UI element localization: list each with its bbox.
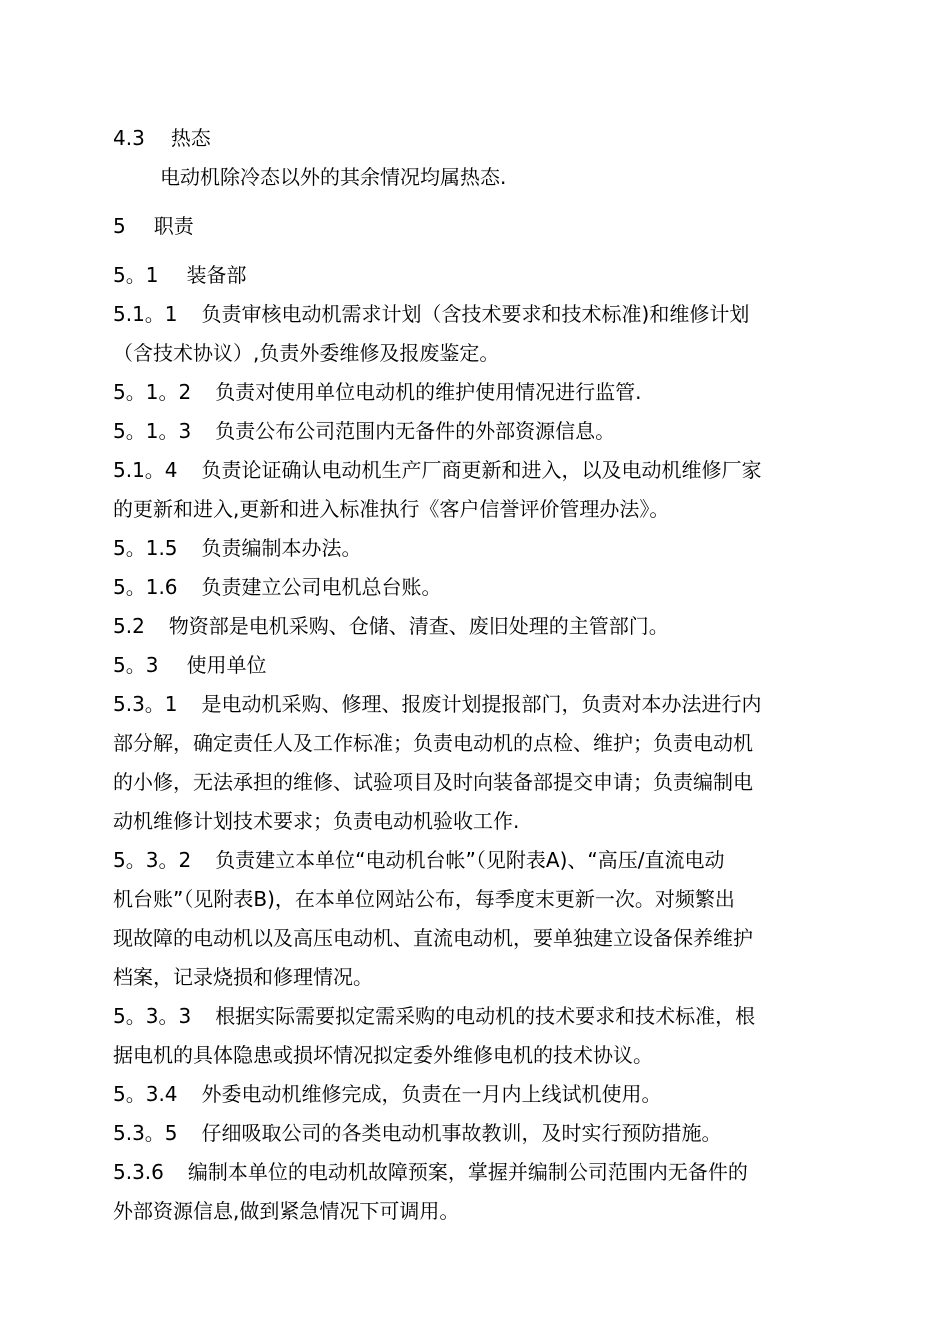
section-number: 5。1: [113, 263, 159, 287]
clause-number: 5。3。3: [113, 1004, 192, 1028]
clause-number: 5。3.4: [113, 1082, 178, 1106]
clause-5-3-5: [113, 1120, 722, 1146]
clause-5-1-1-continued: （含技术协议）,负责外委维修及报废鉴定。: [113, 341, 500, 365]
clause-text: 外委电动机维修完成，负责在一月内上线试机使用。: [201, 1082, 662, 1106]
clause-number: 5。3。2: [113, 848, 192, 872]
clause-text: 负责建立本单位“电动机台帐”（见附表A)、“高压/直流电动: [215, 848, 725, 872]
section-4-3-body: 电动机除冷态以外的其余情况均属热态.: [160, 165, 507, 189]
section-text: 物资部是电机采购、仓储、清查、废旧处理的主管部门。: [168, 614, 669, 638]
clause-5-3-4: [113, 1081, 662, 1107]
clause-5-1-1: [113, 301, 749, 327]
section-number: 5.2: [113, 614, 145, 638]
section-number: 5。3: [113, 653, 159, 677]
clause-number: 5.3。1: [113, 692, 178, 716]
clause-5-3-1-continued: 动机维修计划技术要求；负责电动机验收工作.: [113, 809, 520, 833]
clause-text: 仔细吸取公司的各类电动机事故教训，及时实行预防措施。: [201, 1121, 722, 1145]
clause-text: 负责建立公司电机总台账。: [201, 575, 442, 599]
clause-5-3-2-continued: 档案，记录烧损和修理情况。: [113, 965, 373, 989]
clause-5-1-3: [113, 418, 615, 444]
clause-5-1-5: [113, 535, 362, 561]
clause-text: 负责公布公司范围内无备件的外部资源信息。: [215, 419, 616, 443]
section-5-heading: [113, 213, 194, 239]
clause-text: 负责编制本办法。: [201, 536, 362, 560]
section-title: 职责: [153, 214, 194, 238]
section-title: 热态: [170, 126, 211, 150]
clause-number: 5.3.6: [113, 1160, 164, 1184]
clause-number: 5。1.5: [113, 536, 178, 560]
clause-text: 根据实际需要拟定需采购的电动机的技术要求和技术标准，根: [215, 1004, 756, 1028]
section-5-2: [113, 613, 669, 639]
clause-5-3-3: [113, 1003, 755, 1029]
clause-text: 负责审核电动机需求计划（含技术要求和技术标准)和维修计划: [201, 302, 750, 326]
section-4-3-heading: [113, 125, 211, 151]
section-title: 装备部: [186, 263, 247, 287]
clause-5-1-2: [113, 379, 642, 405]
clause-5-1-4: [113, 457, 762, 483]
section-number: 5: [113, 214, 126, 238]
clause-number: 5。1.6: [113, 575, 178, 599]
clause-5-3-1-continued: 部分解，确定责任人及工作标准；负责电动机的点检、维护；负责电动机: [113, 731, 753, 755]
clause-5-1-4-continued: 的更新和进入,更新和进入标准执行《客户信誉评价管理办法》。: [113, 497, 670, 521]
clause-5-3-6: [113, 1159, 748, 1185]
clause-number: 5.3。5: [113, 1121, 178, 1145]
section-title: 使用单位: [186, 653, 267, 677]
clause-number: 5.1。4: [113, 458, 178, 482]
clause-number: 5。1。3: [113, 419, 192, 443]
clause-5-1-6: [113, 574, 442, 600]
clause-number: 5.1。1: [113, 302, 178, 326]
section-5-3-heading: [113, 652, 266, 678]
clause-text: 负责论证确认电动机生产厂商更新和进入，以及电动机维修厂家: [201, 458, 762, 482]
clause-5-3-6-continued: 外部资源信息,做到紧急情况下可调用。: [113, 1199, 460, 1223]
clause-5-3-2-continued: 现故障的电动机以及高压电动机、直流电动机，要单独建立设备保养维护: [113, 926, 753, 950]
clause-5-3-3-continued: 据电机的具体隐患或损坏情况拟定委外维修电机的技术协议。: [113, 1043, 653, 1067]
clause-number: 5。1。2: [113, 380, 192, 404]
clause-5-3-1: [113, 691, 762, 717]
section-5-1-heading: [113, 262, 246, 288]
clause-text: 编制本单位的电动机故障预案，掌握并编制公司范围内无备件的: [187, 1160, 748, 1184]
clause-text: 负责对使用单位电动机的维护使用情况进行监管.: [215, 380, 642, 404]
section-number: 4.3: [113, 126, 145, 150]
clause-5-3-2: [113, 847, 725, 873]
clause-5-3-2-continued: 机台账”（见附表B)，在本单位网站公布，每季度末更新一次。对频繁出: [113, 887, 735, 911]
clause-5-3-1-continued: 的小修，无法承担的维修、试验项目及时向装备部提交申请；负责编制电: [113, 770, 753, 794]
clause-text: 是电动机采购、修理、报废计划提报部门，负责对本办法进行内: [201, 692, 762, 716]
